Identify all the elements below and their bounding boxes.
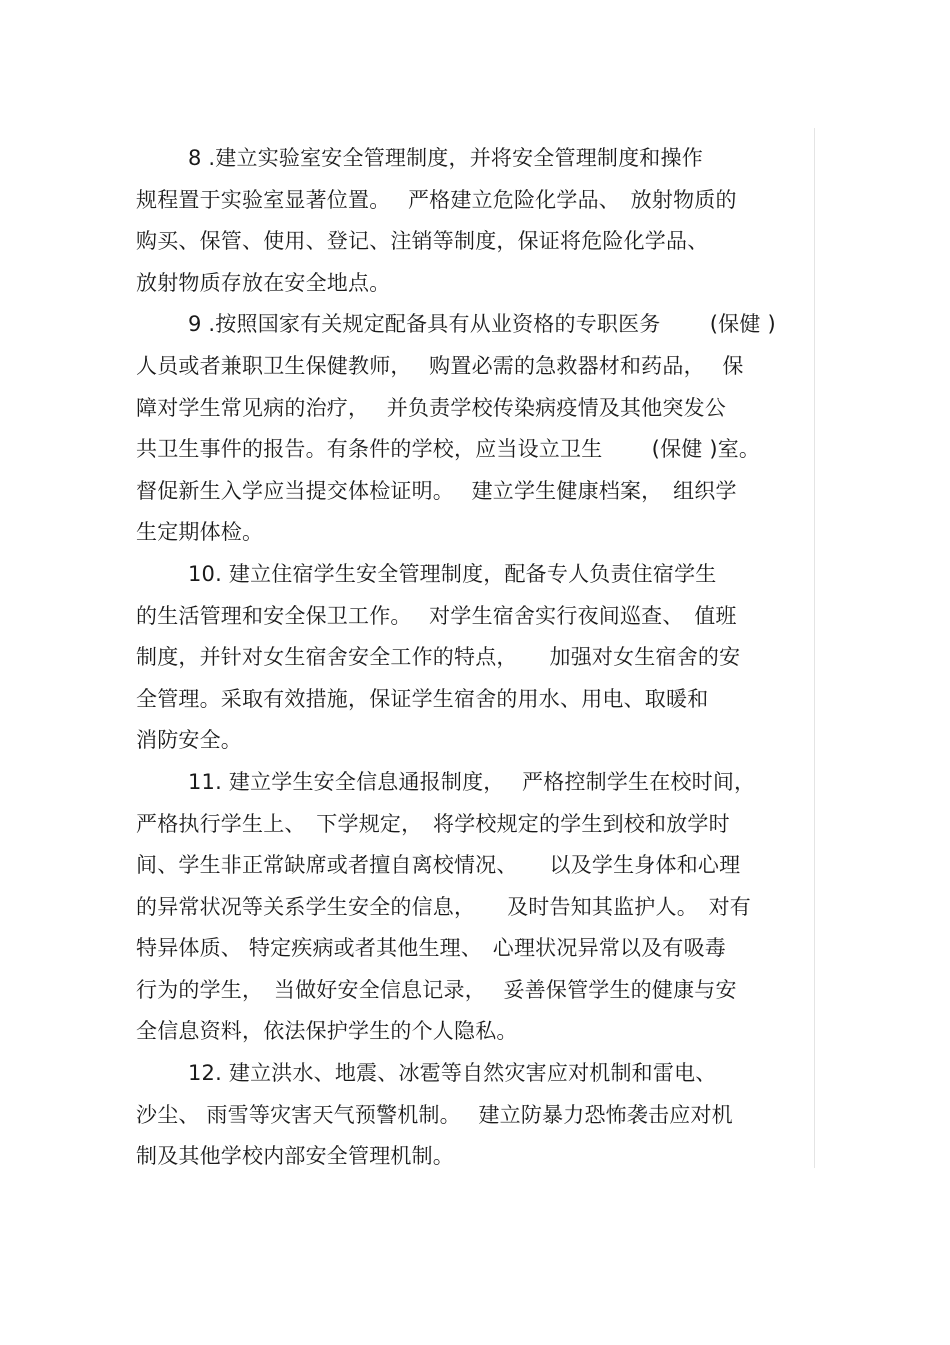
text-line: 生定期体检。 <box>136 520 264 545</box>
text-line: 的生活管理和安全保卫工作。 对学生宿舍实行夜间巡查、 值班 <box>136 603 737 628</box>
text-line: 共卫生事件的报告。有条件的学校，应当设立卫生 (保健 )室。 <box>136 437 761 462</box>
paragraph-8 <box>136 138 826 304</box>
text-line: 放射物质存放在安全地点。 <box>136 270 391 295</box>
paragraph-9 <box>136 304 826 554</box>
text-line: 障对学生常见病的治疗， 并负责学校传染病疫情及其他突发公 <box>136 395 726 420</box>
text-line: 购买、保管、使用、登记、注销等制度，保证将危险化学品、 <box>136 229 709 254</box>
text-line: 间、学生非正常缺席或者擅自离校情况、 以及学生身体和心理 <box>136 853 741 878</box>
document-body <box>136 138 826 1178</box>
text-line: 督促新生入学应当提交体检证明。 建立学生健康档案， 组织学 <box>136 478 737 503</box>
text-line: 规程置于实验室显著位置。 严格建立危险化学品、 放射物质的 <box>136 187 737 212</box>
text-line: 11. 建立学生安全信息通报制度， 严格控制学生在校时间， <box>188 769 756 794</box>
paragraph-11 <box>136 762 826 1053</box>
text-line: 沙尘、 雨雪等灾害天气预警机制。 建立防暴力恐怖袭击应对机 <box>136 1102 733 1127</box>
text-line: 9 .按照国家有关规定配备具有从业资格的专职医务 (保健 ) <box>188 312 776 337</box>
text-line: 消防安全。 <box>136 728 242 753</box>
text-line: 制及其他学校内部安全管理机制。 <box>136 1144 454 1169</box>
text-line: 人员或者兼职卫生保健教师， 购置必需的急救器材和药品， 保 <box>136 353 744 378</box>
text-line: 12. 建立洪水、地震、冰雹等自然灾害应对机制和雷电、 <box>188 1061 717 1086</box>
text-line: 特异体质、 特定疾病或者其他生理、 心理状况异常以及有吸毒 <box>136 936 726 961</box>
text-line: 10. 建立住宿学生安全管理制度，配备专人负责住宿学生 <box>188 561 717 586</box>
text-line: 制度，并针对女生宿舍安全工作的特点， 加强对女生宿舍的安 <box>136 645 741 670</box>
text-line: 全信息资料，依法保护学生的个人隐私。 <box>136 1019 518 1044</box>
paragraph-12 <box>136 1053 826 1178</box>
text-line: 严格执行学生上、 下学规定， 将学校规定的学生到校和放学时 <box>136 811 730 836</box>
text-line: 行为的学生， 当做好安全信息记录， 妥善保管学生的健康与安 <box>136 977 737 1002</box>
text-line: 全管理。采取有效措施，保证学生宿舍的用水、用电、取暖和 <box>136 686 709 711</box>
text-line: 的异常状况等关系学生安全的信息， 及时告知其监护人。 对有 <box>136 894 751 919</box>
paragraph-10 <box>136 554 826 762</box>
text-line: 8 .建立实验室安全管理制度，并将安全管理制度和操作 <box>188 146 703 170</box>
